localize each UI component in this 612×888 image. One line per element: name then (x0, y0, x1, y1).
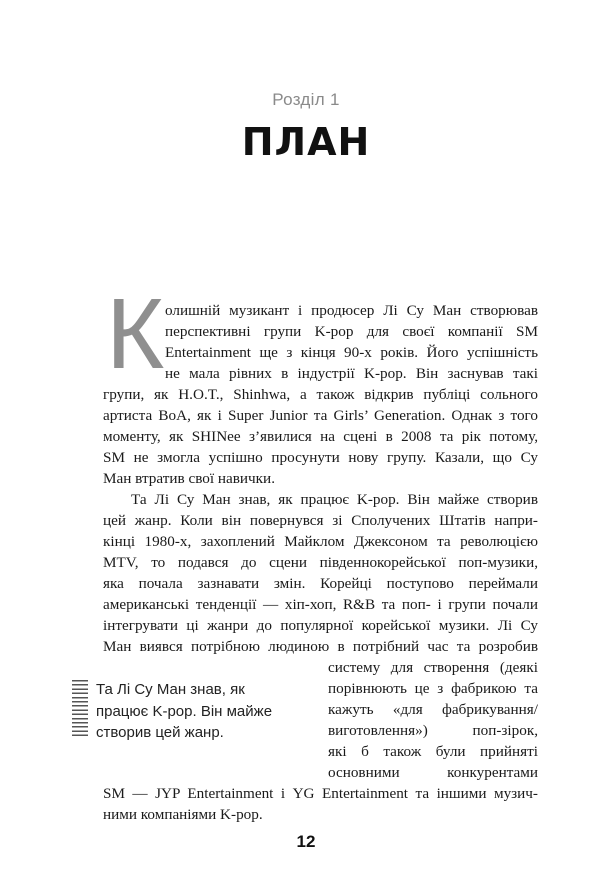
pull-quote (96, 679, 296, 744)
body-line: Ман виявся потрібною людиною в потрібний час та розробив (103, 638, 538, 655)
body-line: ними компаніями K-pop. (103, 806, 263, 823)
body-line: виготовлення») поп-зірок, (328, 722, 538, 739)
body-line: моменту, як SHINee з’явилися на сцені в 2008 та рік потому, (103, 428, 538, 445)
body-line: перспективні групи K-pop для своєї компанії SM (165, 323, 538, 340)
body-line: групи, як H.O.T., Shinhwa, а також відкрив публіці сольного (103, 386, 538, 403)
body-line: SM — JYP Entertainment і YG Entertainment та іншими музич- (103, 785, 538, 802)
body-line: кажуть «для фабрикування/ (328, 701, 538, 718)
body-line: Entertainment ще з кінця 90-х років. Його успішність (165, 344, 538, 361)
body-line: порівнюють це з фабрикою та (328, 680, 538, 697)
body-line: американські тенденції — хіп-хоп, R&B та поп- і групи почали (103, 596, 538, 613)
body-line: інтегрувати ці жанри до популярної корейської музики. Лі Су (103, 617, 538, 634)
chapter-label: Розділ 1 (272, 90, 340, 109)
body-line: не мала рівних в індустрії K-pop. Він заснував такі (165, 365, 538, 382)
page-number: 12 (296, 832, 316, 851)
pull-quote-line: створив цей жанр. (96, 724, 224, 741)
body-line: цей жанр. Коли він повернувся зі Сполучених Штатів напри- (103, 512, 538, 529)
body-line: основними конкурентами (328, 764, 538, 781)
pull-quote-marker (72, 680, 88, 738)
body-line: артиста BoA, як і Super Junior та Girls’ Generation. Однак з того (103, 407, 538, 424)
body-line: яка почала зазнавати змін. Корейці поступово переймали (103, 575, 538, 592)
body-line: систему для створення (деякі (328, 659, 538, 676)
drop-cap: К (106, 278, 165, 390)
body-line: які б також були прийняті (328, 743, 538, 760)
pull-quote-line: працює K-pop. Він майже (96, 702, 273, 720)
chapter-title: ПЛАН (241, 120, 371, 164)
body-line: олишній музикант і продюсер Лі Су Ман створював (165, 302, 538, 319)
body-line: SM не змогла успішно просунути нову групу. Казали, що Су (103, 449, 538, 466)
body-line: MTV, то подався до сцени південнокорейської поп-музики, (103, 554, 538, 571)
pull-quote-line: Та Лі Су Ман знав, як (96, 681, 245, 698)
body-line: кінці 1980-х, захоплений Майклом Джексоном та революцією (103, 533, 538, 550)
body-line: Та Лі Су Ман знав, як працює K-pop. Він майже створив (131, 491, 538, 508)
body-line: Ман втратив свої навички. (103, 470, 275, 487)
